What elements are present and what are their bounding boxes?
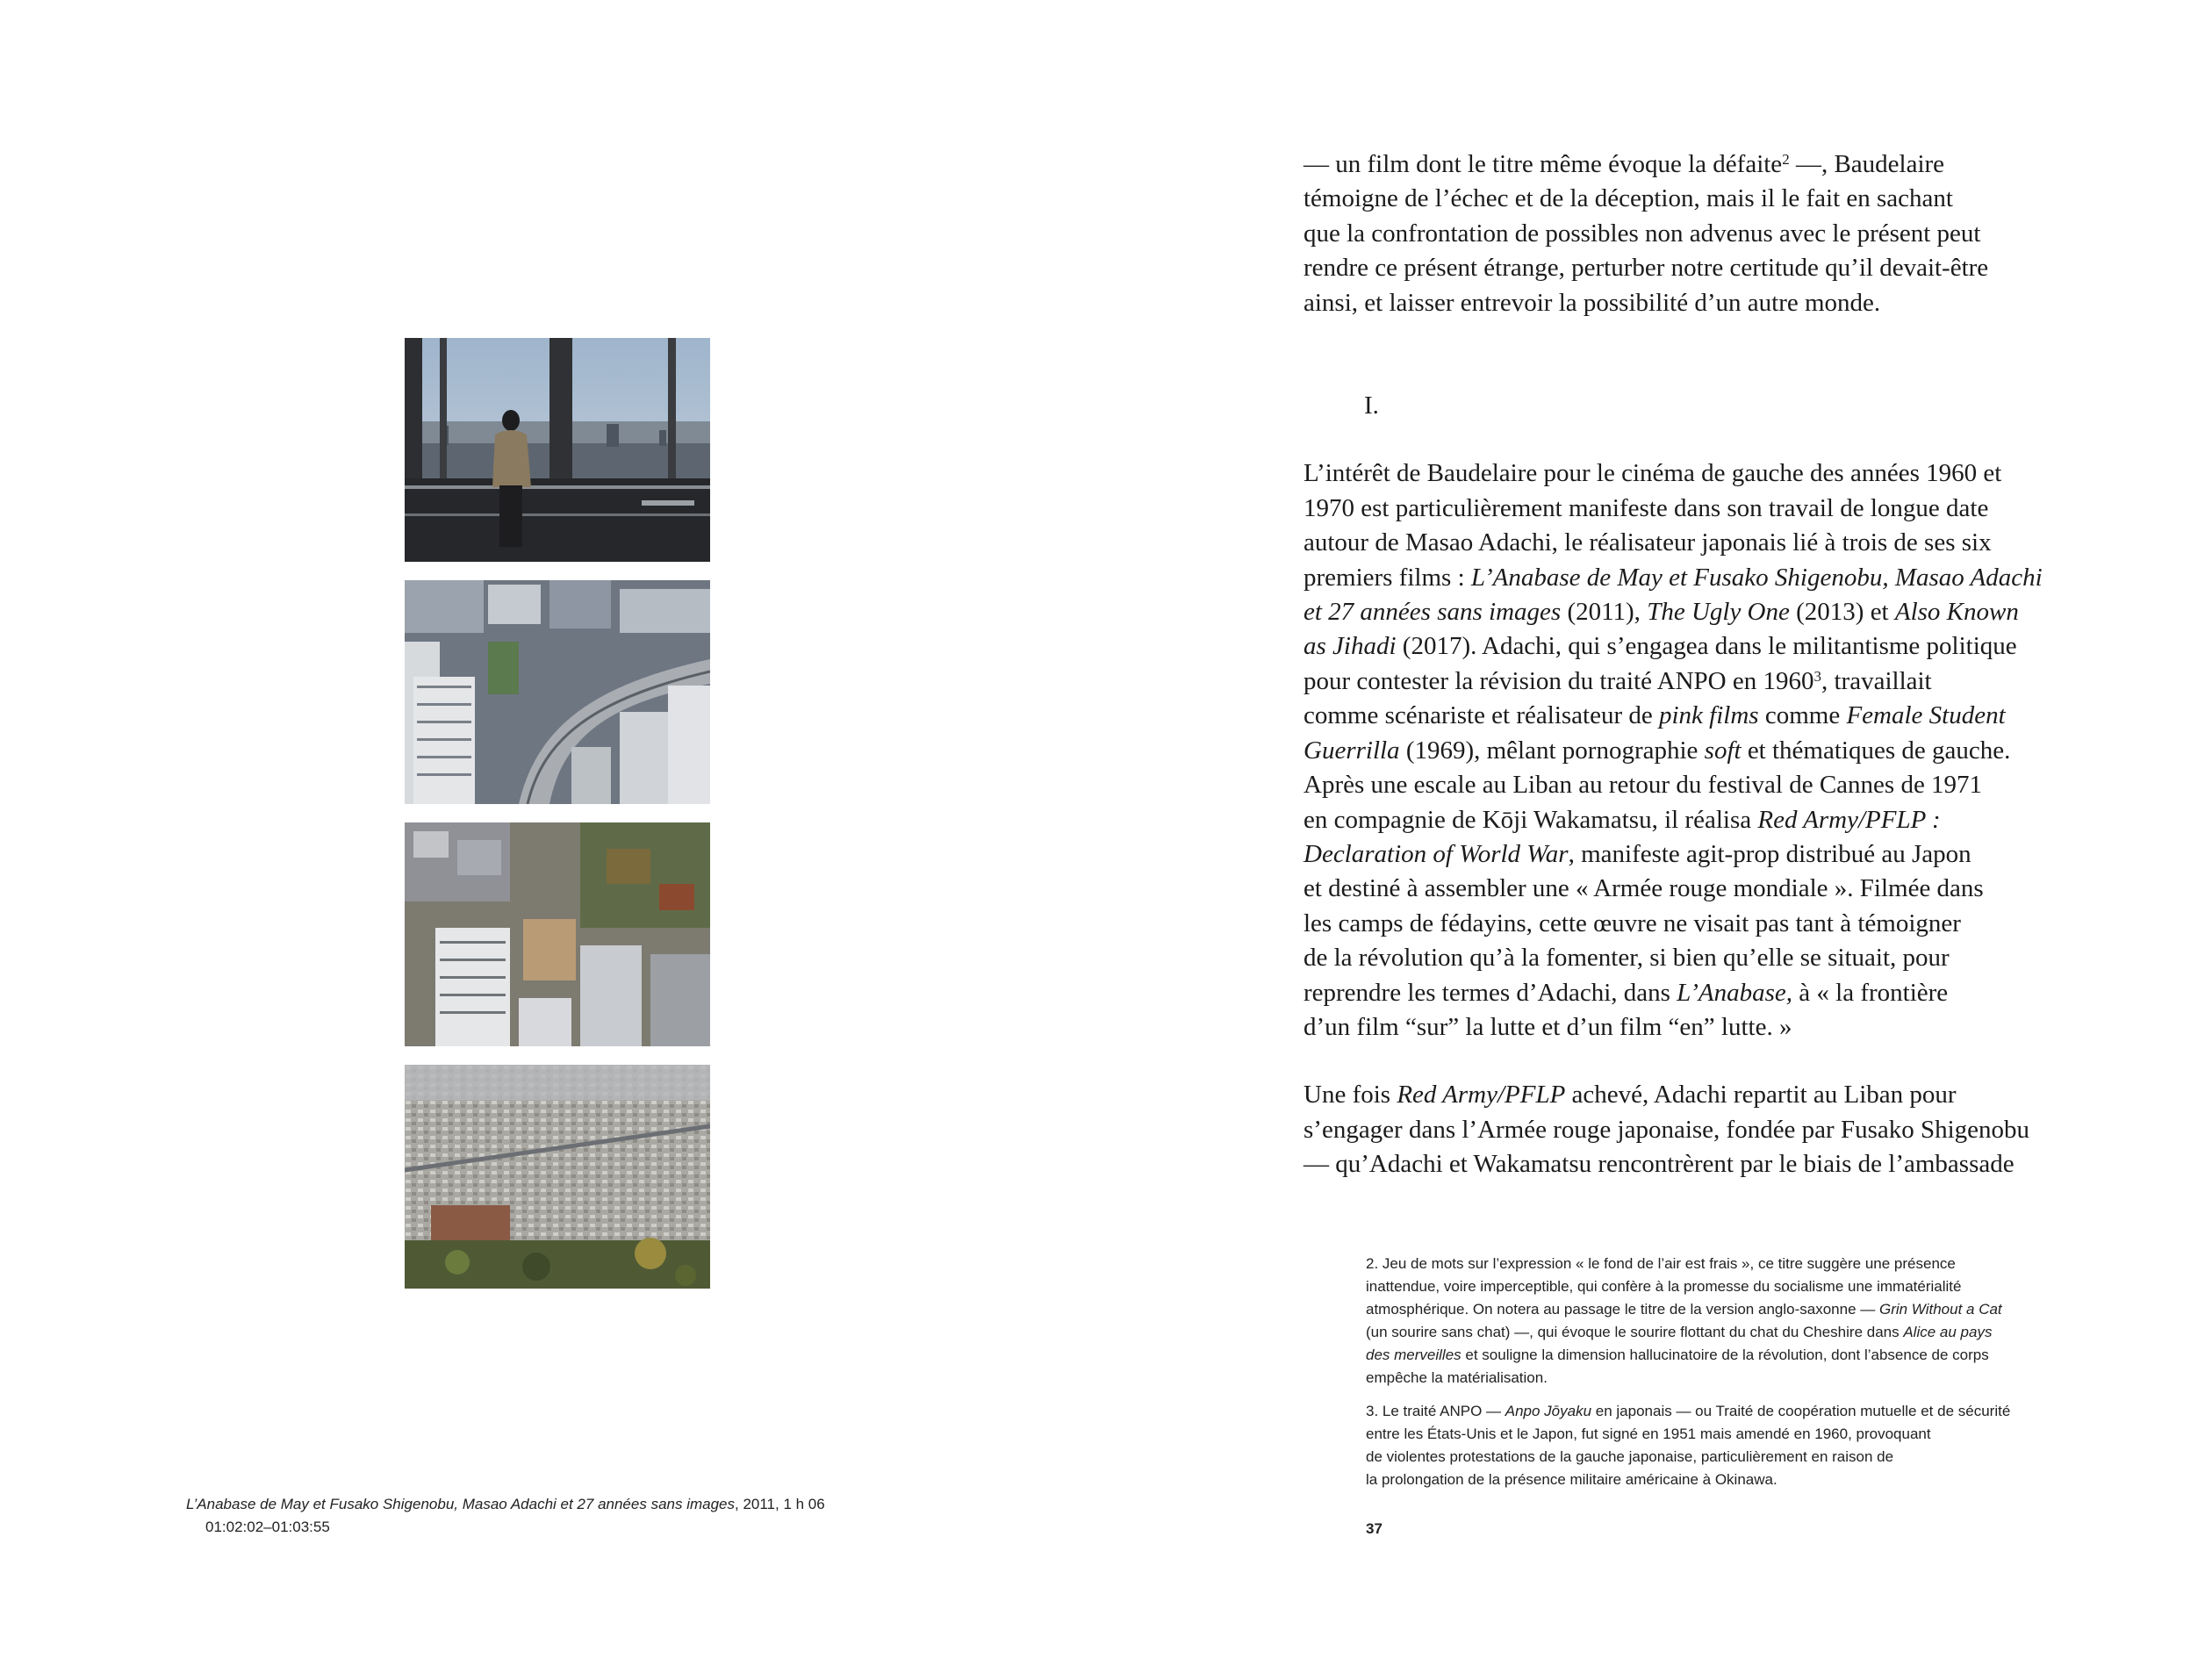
text-line: — un film dont le titre même évoque la défaite$^2$ —, Baudelaire	[1304, 150, 1945, 178]
text-line: as Jihadi (2017). Adachi, qui s’engagea dans le militantisme politique	[1304, 632, 2017, 661]
text-line: autour de Masao Adachi, le réalisateur japonais lié à trois de ses six	[1304, 528, 1992, 557]
caption-details: , 2011, 1 h 06	[735, 1496, 825, 1512]
footnote-ref-2: 2	[1782, 151, 1790, 168]
text-line: Declaration of World War, manifeste agit-prop distribué au Japon	[1304, 839, 1971, 868]
body-text	[1304, 147, 2111, 1182]
text-line: de la révolution qu’à la fomenter, si bien qu’elle se situait, pour	[1304, 944, 1950, 973]
film-still-expressway	[405, 580, 710, 804]
text-line: Une fois Red Army/PFLP achevé, Adachi repartit au Liban pour	[1304, 1081, 1957, 1110]
text-line: les camps de fédayins, cette œuvre ne visait pas tant à témoigner	[1304, 908, 1961, 937]
footnote-2: 2. Jeu de mots sur l’expression « le fond de l’air est frais », ce titre suggère une présence inattendue, voire imperceptible, qui confère à la promesse du socialisme une immatérialité atmosphérique. On notera au passage le titre de la version anglo-saxonne — Grin Without a Cat (un sourire sans chat) —, qui évoque le sourire flottant du chat du Cheshire dans Alice au pays des merveilles et souligne la dimension hallucinatoire de la révolution, dont l’absence de corps empêche la matérialisation.	[1366, 1255, 2002, 1386]
text-line: rendre ce présent étrange, perturber notre certitude qu’il devait-être	[1304, 254, 1989, 283]
footnotes	[1366, 1253, 2103, 1491]
figure-caption	[186, 1493, 1152, 1539]
city-expressway-aerial-image	[405, 580, 710, 804]
text-line: Guerrilla (1969), mêlant pornographie soft et thématiques de gauche.	[1304, 736, 2011, 765]
footnote-3: 3. Le traité ANPO — Anpo Jōyaku en japonais — ou Traité de coopération mutuelle et de sécurité entre les États-Unis et le Japon, fut signé en 1951 mais amendé en 1960, provoquant de violentes protestations de la gauche japonaise, particulièrement en raison de la prolongation de la présence militaire américaine à Okinawa.	[1366, 1403, 2011, 1488]
section-heading: I.	[1364, 391, 1379, 420]
text-line: en compagnie de Kōji Wakamatsu, il réalisa Red Army/PFLP :	[1304, 805, 1941, 834]
dense-city-buildings-aerial-image	[405, 822, 710, 1046]
footnote-ref-3: 3	[1813, 667, 1821, 685]
text-line: reprendre les termes d’Adachi, dans L’Anabase, à « la frontière	[1304, 978, 1949, 1007]
page-number: 37	[1366, 1520, 1382, 1537]
tokyo-sprawl-aerial-image	[405, 1065, 710, 1289]
text-line: — qu’Adachi et Wakamatsu rencontrèrent par le biais de l’ambassade	[1304, 1150, 2014, 1179]
text-line: et 27 années sans images (2011), The Ugly One (2013) et Also Known	[1304, 598, 2019, 627]
text-line: s’engager dans l’Armée rouge japonaise, fondée par Fusako Shigenobu	[1304, 1115, 2030, 1144]
text-line: témoigne de l’échec et de la déception, mais il le fait en sachant	[1304, 184, 1953, 213]
caption-film-title: L’Anabase de May et Fusako Shigenobu, Masao Adachi et 27 années sans images	[186, 1496, 735, 1512]
text-line: L’intérêt de Baudelaire pour le cinéma de gauche des années 1960 et	[1304, 459, 2002, 488]
caption-timecode: 01:02:02–01:03:55	[205, 1519, 330, 1535]
film-still-window-skyline	[405, 338, 710, 562]
film-still-dense-buildings	[405, 822, 710, 1046]
film-still-city-sprawl	[405, 1065, 710, 1289]
text-line: comme scénariste et réalisateur de pink films comme Female Student	[1304, 701, 2006, 730]
text-line: 1970 est particulièrement manifeste dans son travail de longue date	[1304, 493, 1989, 522]
text-line: Après une escale au Liban au retour du festival de Cannes de 1971	[1304, 771, 1983, 800]
text-line: premiers films : L’Anabase de May et Fusako Shigenobu, Masao Adachi	[1304, 563, 2043, 592]
text-line: d’un film “sur” la lutte et d’un film “en” lutte. »	[1304, 1012, 1792, 1041]
text-line: que la confrontation de possibles non advenus avec le présent peut	[1304, 219, 1981, 248]
text-line: pour contester la révision du traité ANPO en 1960$^3$, travaillait	[1304, 666, 1932, 695]
caption-line	[186, 1493, 1152, 1516]
text-line: ainsi, et laisser entrevoir la possibilité d’un autre monde.	[1304, 288, 1881, 317]
office-window-skyline-image	[405, 338, 710, 562]
text-line: et destiné à assembler une « Armée rouge mondiale ». Filmée dans	[1304, 874, 1984, 903]
